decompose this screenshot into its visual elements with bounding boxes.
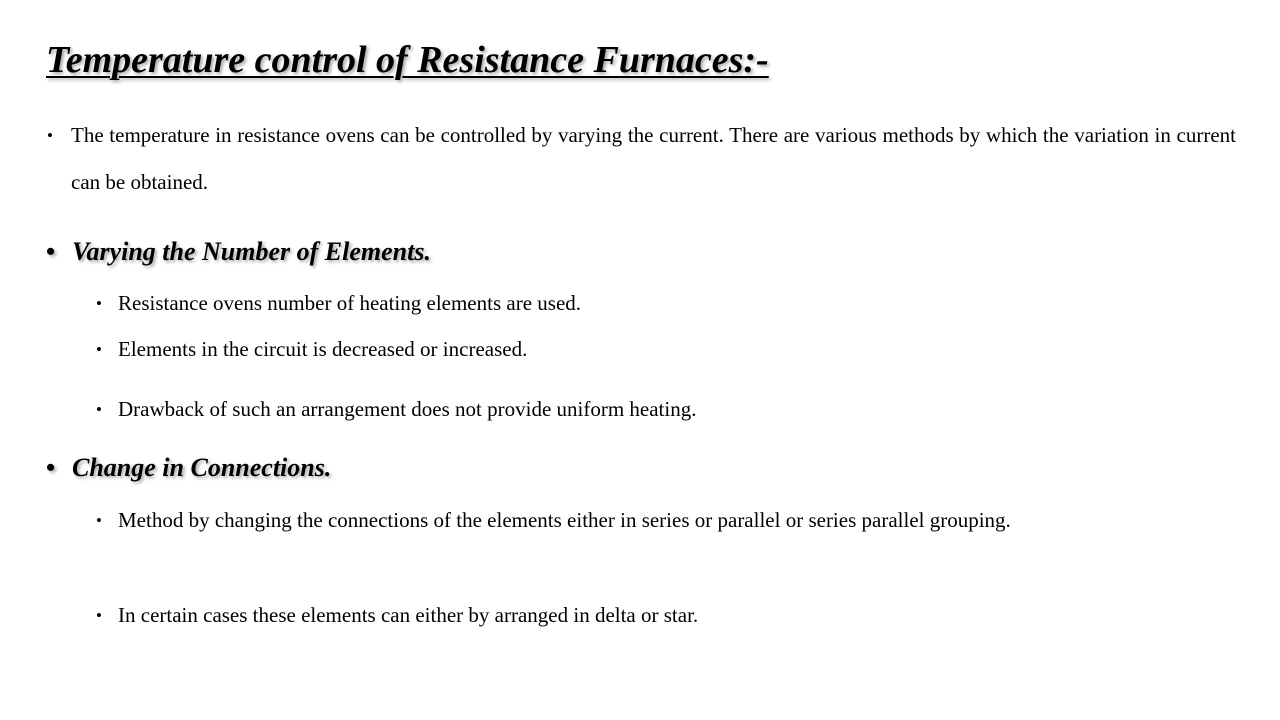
list-item (96, 497, 1236, 544)
bullet-icon: • (96, 400, 102, 419)
section-heading-text: Change in Connections. (72, 453, 332, 482)
bullet-icon: • (96, 511, 102, 530)
list-item-text: In certain cases these elements can either by arranged in delta or star. (118, 603, 699, 627)
list-item (96, 386, 1236, 433)
intro-bullet (47, 112, 1236, 206)
list-item-text: Drawback of such an arrangement does not provide uniform heating. (118, 397, 697, 421)
list-item-text: Elements in the circuit is decreased or increased. (118, 337, 528, 361)
bullet-icon: • (46, 237, 56, 266)
intro-text: The temperature in resistance ovens can be controlled by varying the current. There are various methods by which the variation in current can be obtained. (71, 123, 1236, 194)
bullet-icon: • (96, 606, 102, 625)
list-item (96, 326, 1236, 373)
section-heading-text: Varying the Number of Elements. (72, 237, 431, 266)
bullet-icon: • (96, 340, 102, 359)
slide-title: Temperature control of Resistance Furnaces:- (46, 39, 769, 81)
bullet-icon: • (46, 453, 56, 482)
section-heading-varying-elements (46, 236, 431, 268)
bullet-icon: • (96, 294, 102, 313)
list-item (96, 592, 1236, 639)
list-item-text: Method by changing the connections of the elements either in series or parallel or series parallel grouping. (118, 508, 1011, 532)
bullet-icon: • (47, 126, 53, 145)
list-item (96, 280, 1236, 327)
section-heading-change-connections (46, 452, 332, 484)
list-item-text: Resistance ovens number of heating elements are used. (118, 291, 582, 315)
